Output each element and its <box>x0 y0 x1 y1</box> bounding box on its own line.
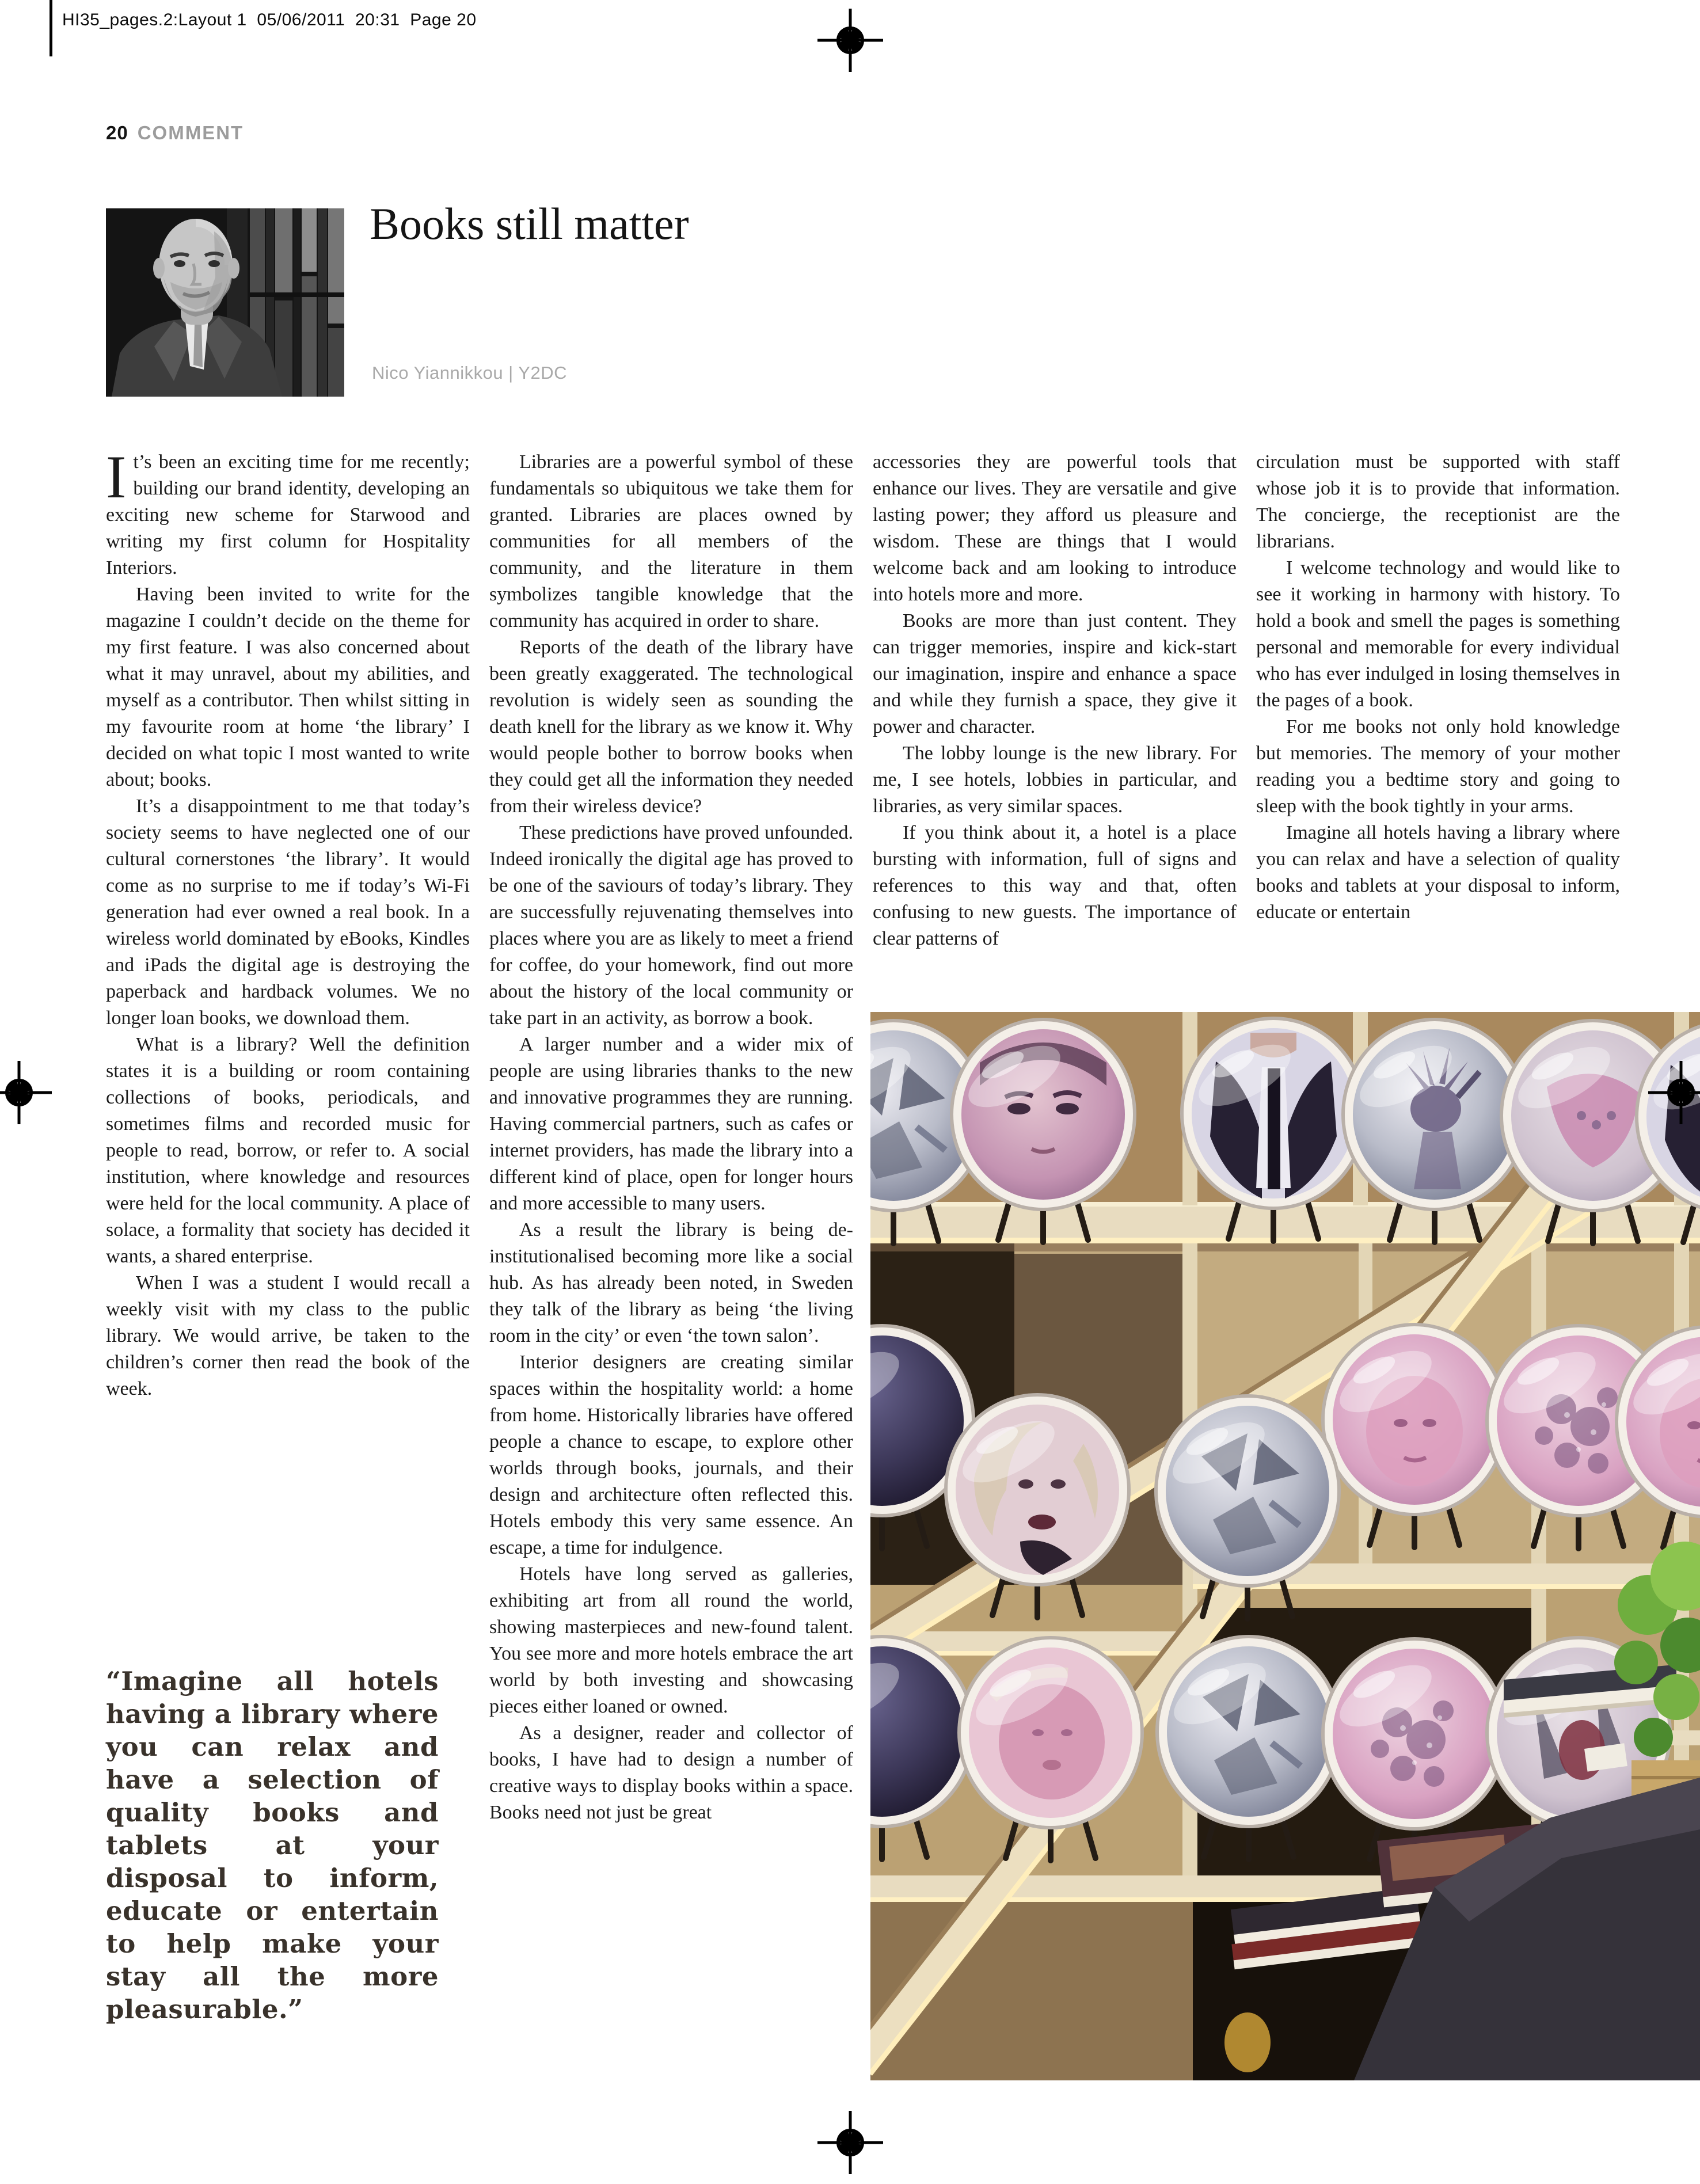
page-number: 20 <box>106 122 128 143</box>
body-column-4 <box>1256 449 1620 926</box>
paragraph: If you think about it, a hotel is a place bursting with information, full of signs and references to this way and that, often confusing to new guests. The importance of clear patterns of <box>873 822 1237 949</box>
feature-photo <box>870 1012 1700 2080</box>
paragraph: Hotels have long served as galleries, exhibiting art from all round the world, showing masterpieces and new-found talent. You see more and more hotels embrace the art world by both investing and showcasing pieces either loaned or owned. <box>489 1563 853 1717</box>
paragraph <box>106 443 470 581</box>
paragraph: A larger number and a wider mix of people are using libraries thanks to the new and innovative programmes they are running. Having commercial partners, such as cafes or internet providers, has made the library into a different kind of place, open for longer hours and more accessible to many users. <box>489 1034 853 1214</box>
print-slug: HI35_pages.2:Layout 1 05/06/2011 20:31 Page 20 <box>62 10 477 29</box>
paragraph: accessories they are powerful tools that enhance our lives. They are versatile and give lasting power; they afford us pleasure and wisdom. These are things that I would welcome back and am looking to introduce into hotels more and more. <box>873 451 1237 605</box>
paragraph: Books are more than just content. They can trigger memories, inspire and kick-start our imagination, inspire and enhance a space and while they furnish a space, they give it power and character. <box>873 610 1237 737</box>
drop-cap: I <box>106 443 127 511</box>
page-header <box>106 122 244 144</box>
body-column-3 <box>873 449 1237 952</box>
article-title: Books still matter <box>370 199 689 249</box>
paragraph: Imagine all hotels having a library where you can relax and have a selection of quality books and tablets at your disposal to inform, educate or entertain <box>1256 822 1620 923</box>
author-portrait-photo <box>106 208 344 397</box>
paragraph: It’s a disappointment to me that today’s society seems to have neglected one of our cultural cornerstones ‘the library’. It would come as no surprise to me if today’s Wi-Fi generation had ever owned a real book. In a wireless world dominated by eBooks, Kindles and iPads the digital age is destroying the paperback and hardback volumes. We no longer loan books, we download them. <box>106 796 470 1029</box>
paragraph: As a designer, reader and collector of books, I have had to design a number of creative ways to display books within a space. Books need not just be great <box>489 1722 853 1823</box>
paragraph: When I was a student I would recall a weekly visit with my class to the public library. We would arrive, be taken to the children’s corner then read the book of the week. <box>106 1272 470 1399</box>
paragraph: Libraries are a powerful symbol of these fundamentals so ubiquitous we take them for granted. Libraries are places owned by communities for all members of the community, and the literature in them symbolizes tangible knowledge that the community has acquired in order to share. <box>489 451 853 631</box>
registration-mark-icon <box>816 6 885 75</box>
body-column-2 <box>489 449 853 1826</box>
paragraph: circulation must be supported with staff whose job it is to provide that information. The concierge, the receptionist are the librarians. <box>1256 451 1620 552</box>
paragraph-text: t’s been an exciting time for me recently; building our brand identity, developing an exciting new scheme for Starwood and writing my first column for Hospitality Interiors. <box>106 451 470 579</box>
registration-mark-icon <box>816 2108 885 2177</box>
paragraph: The lobby lounge is the new library. For me, I see hotels, lobbies in particular, and libraries, as very similar spaces. <box>873 743 1237 817</box>
pull-quote: “Imagine all hotels having a library where you can relax and have a selection of quality books and tablets at your disposal to inform, educate or entertain to help make your stay all the more pleasurable.” <box>106 1666 439 2025</box>
crop-mark-bar <box>50 0 52 56</box>
body-column-1 <box>106 443 470 1402</box>
paragraph: These predictions have proved unfounded. Indeed ironically the digital age has proved to be one of the saviours of today’s library. They are successfully rejuvenating themselves into places where you are as likely to meet a friend for coffee, do your homework, find out more about the history of the local community or take part in an activity, as borrow a book. <box>489 822 853 1029</box>
paragraph: Reports of the death of the library have been greatly exaggerated. The technological revolution is widely seen as sounding the death knell for the library as we know it. Why would people bother to borrow books when they could get all the information they needed from their wireless device? <box>489 637 853 817</box>
section-label: COMMENT <box>137 122 244 143</box>
paragraph: Interior designers are creating similar spaces within the hospitality world: a home from home. Historically libraries have offered people a chance to escape, to explore other worlds through books, journals, and their design and architecture often reflected this. Hotels embody this very same essence. An escape, a time for indulgence. <box>489 1352 853 1558</box>
paragraph: I welcome technology and would like to see it working in harmony with history. To hold a book and smell the pages is something personal and memorable for every individual who has ever indulged in losing themselves in the pages of a book. <box>1256 557 1620 711</box>
article-byline: Nico Yiannikkou | Y2DC <box>372 363 567 383</box>
paragraph: What is a library? Well the definition states it is a building or room containing collections of books, periodicals, and sometimes films and recorded music for people to read, borrow, or refer to. A social institution, where knowledge and resources were held for the local community. A place of solace, a formality that society has decided it wants, a shared enterprise. <box>106 1034 470 1267</box>
registration-mark-icon <box>0 1058 54 1127</box>
paragraph: For me books not only hold knowledge but memories. The memory of your mother reading you a bedtime story and going to sleep with the book tightly in your arms. <box>1256 716 1620 817</box>
registration-mark-icon <box>1646 1058 1700 1127</box>
paragraph: Having been invited to write for the magazine I couldn’t decide on the theme for my first feature. I was also concerned about what it may unravel, about my abilities, and myself as a contributor. Then whilst sitting in my favourite room at home ‘the library’ I decided on what topic I most wanted to write about; books. <box>106 584 470 790</box>
paragraph: As a result the library is being de-institutionalised becoming more like a social hub. As has already been noted, in Sweden they talk of the library as being ‘the living room in the city’ or even ‘the town salon’. <box>489 1219 853 1346</box>
